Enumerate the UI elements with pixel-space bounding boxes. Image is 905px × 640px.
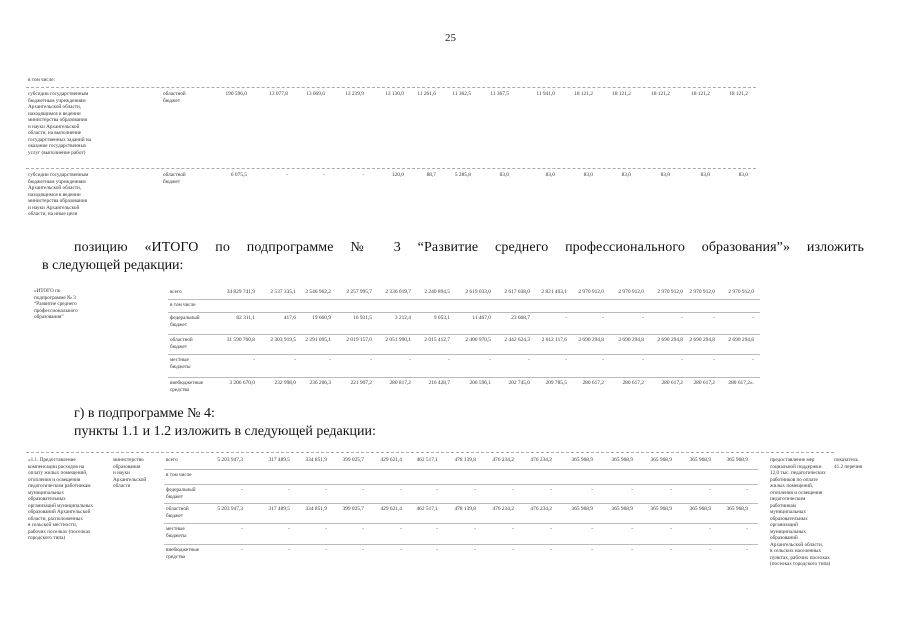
itogo-source: бюджет xyxy=(170,321,187,328)
itogo-value: 2 821 403,1 xyxy=(541,289,567,295)
top-row-source: бюджет xyxy=(163,97,180,104)
row-divider xyxy=(164,484,758,485)
top-row-value: 83,0 xyxy=(621,172,631,178)
itogo-value: 2 690 294,8 xyxy=(728,337,754,343)
row-divider xyxy=(26,168,756,169)
bottom-source: всего xyxy=(166,457,178,463)
bottom-name: городского типа) xyxy=(28,535,66,541)
top-row-name: государственных заданий на xyxy=(28,136,91,143)
bottom-value: 365 968,9 xyxy=(611,457,633,463)
bottom-value: 476 234,2 xyxy=(530,457,552,463)
top-row-name: министерства образования xyxy=(28,198,87,204)
bottom-value: 429 621,4 xyxy=(380,506,402,512)
itogo-value: - xyxy=(448,357,450,363)
itogo-value: 2 019 157,0 xyxy=(346,337,372,343)
top-row-name: области, на иные цели xyxy=(28,211,78,217)
itogo-value: - xyxy=(681,357,683,363)
bottom-name: в сельской местности, xyxy=(28,522,78,528)
bottom-value: 365 968,9 xyxy=(689,457,711,463)
top-row-source: областной xyxy=(163,172,186,178)
bottom-value: - xyxy=(709,487,711,493)
itogo-value: - xyxy=(565,357,567,363)
itogo-value: 280 617,2 xyxy=(622,380,644,386)
bottom-value: 5 203 947,3 xyxy=(217,506,243,512)
bottom-value: - xyxy=(709,547,711,553)
bottom-source: средства xyxy=(166,553,186,560)
bottom-value: - xyxy=(670,487,672,493)
bottom-value: - xyxy=(241,487,243,493)
top-row-name: бюджетным учреждениям xyxy=(28,178,86,185)
itogo-value: - xyxy=(565,315,567,321)
bottom-value: 365 968,9 xyxy=(726,506,748,512)
itogo-name: профессионального xyxy=(34,307,78,314)
itogo-value: - xyxy=(329,357,331,363)
itogo-value: 11 467,0 xyxy=(472,315,491,321)
top-row-value: 6 075,5 xyxy=(230,172,247,178)
itogo-value: 2 970 912,0 xyxy=(689,289,715,295)
bottom-result: жилых помещений, xyxy=(770,483,814,489)
bottom-value: - xyxy=(550,487,552,493)
top-row-value: - xyxy=(362,172,364,178)
itogo-value: 23 668,7 xyxy=(511,315,530,321)
top-row-value: 83,0 xyxy=(738,172,748,178)
bottom-value: - xyxy=(631,547,633,553)
bottom-value: - xyxy=(591,547,593,553)
bottom-result: 12,0 тыс. педагогических xyxy=(770,470,826,476)
top-row-name: и науки Архангельской xyxy=(28,204,80,211)
row-divider xyxy=(164,523,758,524)
bottom-result: Архангельской области, xyxy=(770,541,824,548)
itogo-source: бюджет xyxy=(170,343,187,350)
bottom-result: работникам xyxy=(770,502,796,509)
bottom-value: - xyxy=(591,526,593,532)
itogo-value: 2 617 038,0 xyxy=(504,289,530,295)
itogo-value: 2 612 117,6 xyxy=(541,337,567,343)
row-divider xyxy=(26,452,834,453)
bottom-value: - xyxy=(474,526,476,532)
itogo-source: федеральный xyxy=(170,315,200,321)
bottom-value: - xyxy=(436,547,438,553)
bottom-value: - xyxy=(474,547,476,553)
itogo-value: - xyxy=(713,357,715,363)
itogo-value: - xyxy=(489,357,491,363)
itogo-value: - xyxy=(642,357,644,363)
top-row-value: 83,0 xyxy=(700,172,710,178)
itogo-value: 2 303 919,5 xyxy=(270,337,296,343)
itogo-value: 280 617,2 xyxy=(582,380,604,386)
bottom-value: 334 851,9 xyxy=(305,506,327,512)
top-row-value: 18 121,2 xyxy=(729,91,748,97)
bottom-name: компенсации расходов на xyxy=(28,463,85,470)
bottom-value: - xyxy=(400,526,402,532)
page-number: 25 xyxy=(445,32,456,44)
itogo-value: 202 745,0 xyxy=(508,380,530,386)
top-row-name: и науки Архангельской xyxy=(28,123,80,130)
bottom-result: образовательных xyxy=(770,515,808,522)
itogo-value: 82 311,1 xyxy=(236,315,255,321)
bottom-value: - xyxy=(512,487,514,493)
heading-items-1-1-1-2: пункты 1.1 и 1.2 изложить в следующей редакции: xyxy=(74,424,376,439)
top-row-value: 13 069,6 xyxy=(306,91,325,97)
itogo-value: - xyxy=(752,357,754,363)
itogo-source: внебюджетные xyxy=(170,380,204,386)
bottom-indicator: 41.2 перечня xyxy=(834,463,862,470)
heading-subprogram-4: г) в подпрограмме № 4: xyxy=(74,406,215,421)
bottom-value: - xyxy=(591,487,593,493)
top-row-value: 11 941,0 xyxy=(536,91,555,97)
bottom-result: организаций xyxy=(770,522,798,528)
itogo-value: - xyxy=(602,315,604,321)
bottom-value: 478 139,8 xyxy=(454,506,476,512)
bottom-value: 365 968,9 xyxy=(571,457,593,463)
bottom-name: оплату жилых помещений, xyxy=(28,470,88,476)
bottom-value: 476 234,2 xyxy=(492,506,514,512)
itogo-value: 2 537 335,1 xyxy=(270,289,296,295)
top-row-value: 83,0 xyxy=(499,172,509,178)
bottom-value: 365 968,9 xyxy=(689,506,711,512)
row-divider xyxy=(168,312,760,313)
bottom-source: областной xyxy=(166,506,189,512)
itogo-value: - xyxy=(681,315,683,321)
top-row-name: области, на выполнение xyxy=(28,130,82,136)
itogo-value: 2 970 912,0 xyxy=(578,289,604,295)
itogo-value: 2 970 912,0 xyxy=(657,289,683,295)
bottom-value: 5 203 947,3 xyxy=(217,457,243,463)
bottom-result: (поселках городского типа) xyxy=(770,561,831,567)
itogo-value: 216 428,7 xyxy=(428,380,450,386)
bottom-value: - xyxy=(436,487,438,493)
itogo-value: 34 829 741,9 xyxy=(226,289,255,295)
bottom-result: педагогическим xyxy=(770,496,806,502)
itogo-value: 2 546 962,2 xyxy=(305,289,331,295)
bottom-value: - xyxy=(362,487,364,493)
itogo-name: «ИТОГО по xyxy=(34,288,61,294)
top-row-source: областной xyxy=(163,91,186,97)
itogo-value: 31 590 760,8 xyxy=(226,337,255,343)
itogo-source: областной xyxy=(170,337,193,343)
bottom-value: - xyxy=(325,526,327,532)
top-row-name: Архангельской области, xyxy=(28,185,82,191)
top-row-value: 120,0 xyxy=(391,172,404,178)
itogo-value: 280 817,2 xyxy=(389,380,411,386)
itogo-value: - xyxy=(602,357,604,363)
itogo-source: всего xyxy=(170,289,182,295)
bottom-value: 334 851,9 xyxy=(305,457,327,463)
bottom-value: - xyxy=(550,526,552,532)
bottom-result: образований xyxy=(770,535,798,541)
bottom-executor: образования xyxy=(113,463,141,470)
top-row-value: 13 239,9 xyxy=(345,91,364,97)
bottom-value: - xyxy=(746,547,748,553)
itogo-value: 209 785,5 xyxy=(545,380,567,386)
bottom-value: - xyxy=(241,547,243,553)
bottom-value: 365 968,9 xyxy=(726,457,748,463)
bottom-name: отопления и освещения xyxy=(28,476,81,483)
top-row-value: 83,0 xyxy=(545,172,555,178)
bottom-executor: министерство xyxy=(113,457,144,463)
itogo-value: 280 617,2 xyxy=(693,380,715,386)
bottom-executor: области xyxy=(113,483,131,489)
top-row-value: 18 121,2 xyxy=(612,91,631,97)
top-row-value: 88,7 xyxy=(426,172,436,178)
top-row-name: оказание государственных xyxy=(28,143,87,149)
top-row-value: 18 121,2 xyxy=(651,91,670,97)
bottom-value: - xyxy=(746,487,748,493)
bottom-value: - xyxy=(746,526,748,532)
bottom-value: - xyxy=(362,526,364,532)
top-row-name: услуг (выполнение работ) xyxy=(28,149,86,156)
bottom-result: социальной поддержки xyxy=(770,463,822,470)
bottom-value: 462 517,1 xyxy=(416,457,438,463)
bottom-source: бюджет xyxy=(166,512,183,519)
bottom-result: пунктах, рабочих поселках xyxy=(770,554,830,561)
itogo-source: средства xyxy=(170,386,190,393)
itogo-source: в том числе xyxy=(170,302,196,308)
itogo-name: образования” xyxy=(34,314,64,320)
row-divider xyxy=(168,377,760,378)
bottom-value: 317 489,5 xyxy=(268,457,290,463)
top-row-value: 190 596,0 xyxy=(225,91,247,97)
bottom-value: - xyxy=(550,547,552,553)
itogo-value: 9 053,1 xyxy=(433,315,450,321)
top-row-value: 11 261,6 xyxy=(417,91,436,97)
itogo-value: 280 617,2». xyxy=(728,380,754,386)
row-divider xyxy=(164,544,758,545)
itogo-value: 2 257 995,7 xyxy=(346,289,372,295)
bottom-value: - xyxy=(325,487,327,493)
bottom-result: в сельских населенных xyxy=(770,548,822,554)
bottom-source: федеральный xyxy=(166,487,196,493)
bottom-indicator: показатель xyxy=(834,457,858,463)
itogo-value: 2 240 894,5 xyxy=(424,289,450,295)
itogo-source: бюджеты xyxy=(170,363,191,370)
top-row-name: находящимся в ведении xyxy=(28,191,81,198)
bottom-result: работников по оплате xyxy=(770,476,818,483)
bottom-name: «1.1. Предоставление xyxy=(28,457,76,463)
itogo-value: 280 617,2 xyxy=(661,380,683,386)
bottom-result: отопления и освещения xyxy=(770,489,823,496)
itogo-value: - xyxy=(253,357,255,363)
itogo-value: 2 970 912,0 xyxy=(618,289,644,295)
bottom-value: 476 234,2 xyxy=(492,457,514,463)
bottom-name: образований Архангельской xyxy=(28,509,91,515)
itogo-value: 2 015 412,7 xyxy=(424,337,450,343)
in-that-number-label: в том числе: xyxy=(28,77,56,83)
bottom-name: организаций муниципальных xyxy=(28,502,94,509)
top-row-value: 18 121,2 xyxy=(691,91,710,97)
itogo-value: - xyxy=(713,315,715,321)
itogo-value: 2 400 970,5 xyxy=(465,337,491,343)
bottom-value: 399 025,7 xyxy=(342,457,364,463)
itogo-value: 206 596,1 xyxy=(469,380,491,386)
itogo-value: 2 619 033,0 xyxy=(465,289,491,295)
itogo-value: 3 212,4 xyxy=(394,315,411,321)
itogo-value: 417,6 xyxy=(283,315,296,321)
itogo-value: 2 690 294,8 xyxy=(657,337,683,343)
itogo-value: 236 206,3 xyxy=(309,380,331,386)
bottom-source: внебюджетные xyxy=(166,547,200,553)
row-divider xyxy=(164,469,758,470)
bottom-source: местные xyxy=(166,526,185,532)
bottom-value: - xyxy=(325,547,327,553)
row-divider xyxy=(26,87,756,88)
top-row-source: бюджет xyxy=(163,178,180,185)
bottom-source: бюджет xyxy=(166,493,183,500)
itogo-value: 2 690 294,8 xyxy=(578,337,604,343)
bottom-value: - xyxy=(512,526,514,532)
bottom-value: - xyxy=(288,526,290,532)
itogo-value: 232 998,0 xyxy=(274,380,296,386)
itogo-value: - xyxy=(294,357,296,363)
bottom-value: - xyxy=(400,487,402,493)
row-divider xyxy=(168,354,760,355)
bottom-value: 462 517,1 xyxy=(416,506,438,512)
top-row-value: 11 362,5 xyxy=(452,91,471,97)
itogo-source: местные xyxy=(170,357,189,363)
itogo-name: подпрограмме № 3 xyxy=(34,294,76,301)
row-divider xyxy=(164,503,758,504)
row-divider xyxy=(168,334,760,335)
bottom-value: 429 621,4 xyxy=(380,457,402,463)
top-row-value: 18 121,2 xyxy=(574,91,593,97)
bottom-value: - xyxy=(288,547,290,553)
bottom-name: образовательных xyxy=(28,496,66,502)
bottom-value: - xyxy=(436,526,438,532)
bottom-name: области, расположенных xyxy=(28,515,83,522)
bottom-value: 365 968,9 xyxy=(611,506,633,512)
itogo-value: 221 907,2 xyxy=(350,380,372,386)
bottom-value: - xyxy=(670,547,672,553)
itogo-value: 2 051 990,1 xyxy=(385,337,411,343)
bottom-value: - xyxy=(362,547,364,553)
bottom-value: - xyxy=(670,526,672,532)
top-row-value: 11 367,5 xyxy=(490,91,509,97)
bottom-name: рабочих поселках (поселках xyxy=(28,528,91,535)
bottom-value: - xyxy=(241,526,243,532)
itogo-value: - xyxy=(370,357,372,363)
top-row-value: - xyxy=(323,172,325,178)
itogo-value: 2 336 019,7 xyxy=(385,289,411,295)
itogo-name: “Развитие среднего xyxy=(34,301,77,307)
heading-itogo-line2: в следующей редакции: xyxy=(42,258,184,273)
bottom-value: - xyxy=(288,487,290,493)
top-row-name: бюджетным учреждениям xyxy=(28,97,86,104)
top-row-value: 5 285,8 xyxy=(454,172,471,178)
bottom-name: педагогическим работникам xyxy=(28,483,91,489)
bottom-source: в том числе xyxy=(166,472,192,478)
top-row-name: министерства образования xyxy=(28,117,87,123)
bottom-result: муниципальных xyxy=(770,509,806,515)
itogo-value: 19 660,9 xyxy=(312,315,331,321)
itogo-value: - xyxy=(409,357,411,363)
bottom-value: - xyxy=(631,487,633,493)
top-row-name: субсидии государственным xyxy=(28,172,89,178)
bottom-value: 317 489,5 xyxy=(268,506,290,512)
itogo-value: 2 442 624,3 xyxy=(504,337,530,343)
top-row-value: 13 130,0 xyxy=(385,91,404,97)
top-row-name: Архангельской области, xyxy=(28,104,82,110)
top-row-value: 13 077,8 xyxy=(269,91,288,97)
top-row-name: субсидии государственным xyxy=(28,91,89,97)
heading-itogo-line1: позицию «ИТОГО по подпрограмме № 3 “Развитие среднего профессионального образования”» изложить xyxy=(74,240,864,255)
row-divider xyxy=(168,299,760,300)
itogo-value: - xyxy=(642,315,644,321)
top-row-value: - xyxy=(286,172,288,178)
bottom-executor: Архангельской xyxy=(113,476,147,483)
bottom-name: муниципальных xyxy=(28,489,64,496)
bottom-value: 476 234,2 xyxy=(530,506,552,512)
bottom-source: бюджеты xyxy=(166,532,187,539)
bottom-executor: и науки xyxy=(113,470,130,476)
top-row-value: 83,0 xyxy=(660,172,670,178)
itogo-value: - xyxy=(528,357,530,363)
itogo-value: - xyxy=(752,315,754,321)
bottom-value: - xyxy=(400,547,402,553)
itogo-value: 2 690 294,8 xyxy=(618,337,644,343)
bottom-result: муниципальных xyxy=(770,528,806,535)
bottom-value: 365 968,9 xyxy=(650,506,672,512)
bottom-value: 365 968,9 xyxy=(650,457,672,463)
bottom-value: - xyxy=(631,526,633,532)
itogo-value: 2 291 095,1 xyxy=(305,337,331,343)
top-row-value: 83,0 xyxy=(583,172,593,178)
itogo-value: 2 690 294,8 xyxy=(689,337,715,343)
top-row-name: находящимся в ведении xyxy=(28,110,81,117)
bottom-value: 478 139,8 xyxy=(454,457,476,463)
bottom-value: 365 968,9 xyxy=(571,506,593,512)
itogo-value: 2 970 912,0 xyxy=(728,289,754,295)
itogo-value: 16 931,5 xyxy=(353,315,372,321)
bottom-result: предоставление мер xyxy=(770,457,815,463)
bottom-value: 399 025,7 xyxy=(342,506,364,512)
bottom-value: - xyxy=(512,547,514,553)
bottom-value: - xyxy=(709,526,711,532)
itogo-value: 3 206 670,0 xyxy=(229,380,255,386)
bottom-value: - xyxy=(474,487,476,493)
